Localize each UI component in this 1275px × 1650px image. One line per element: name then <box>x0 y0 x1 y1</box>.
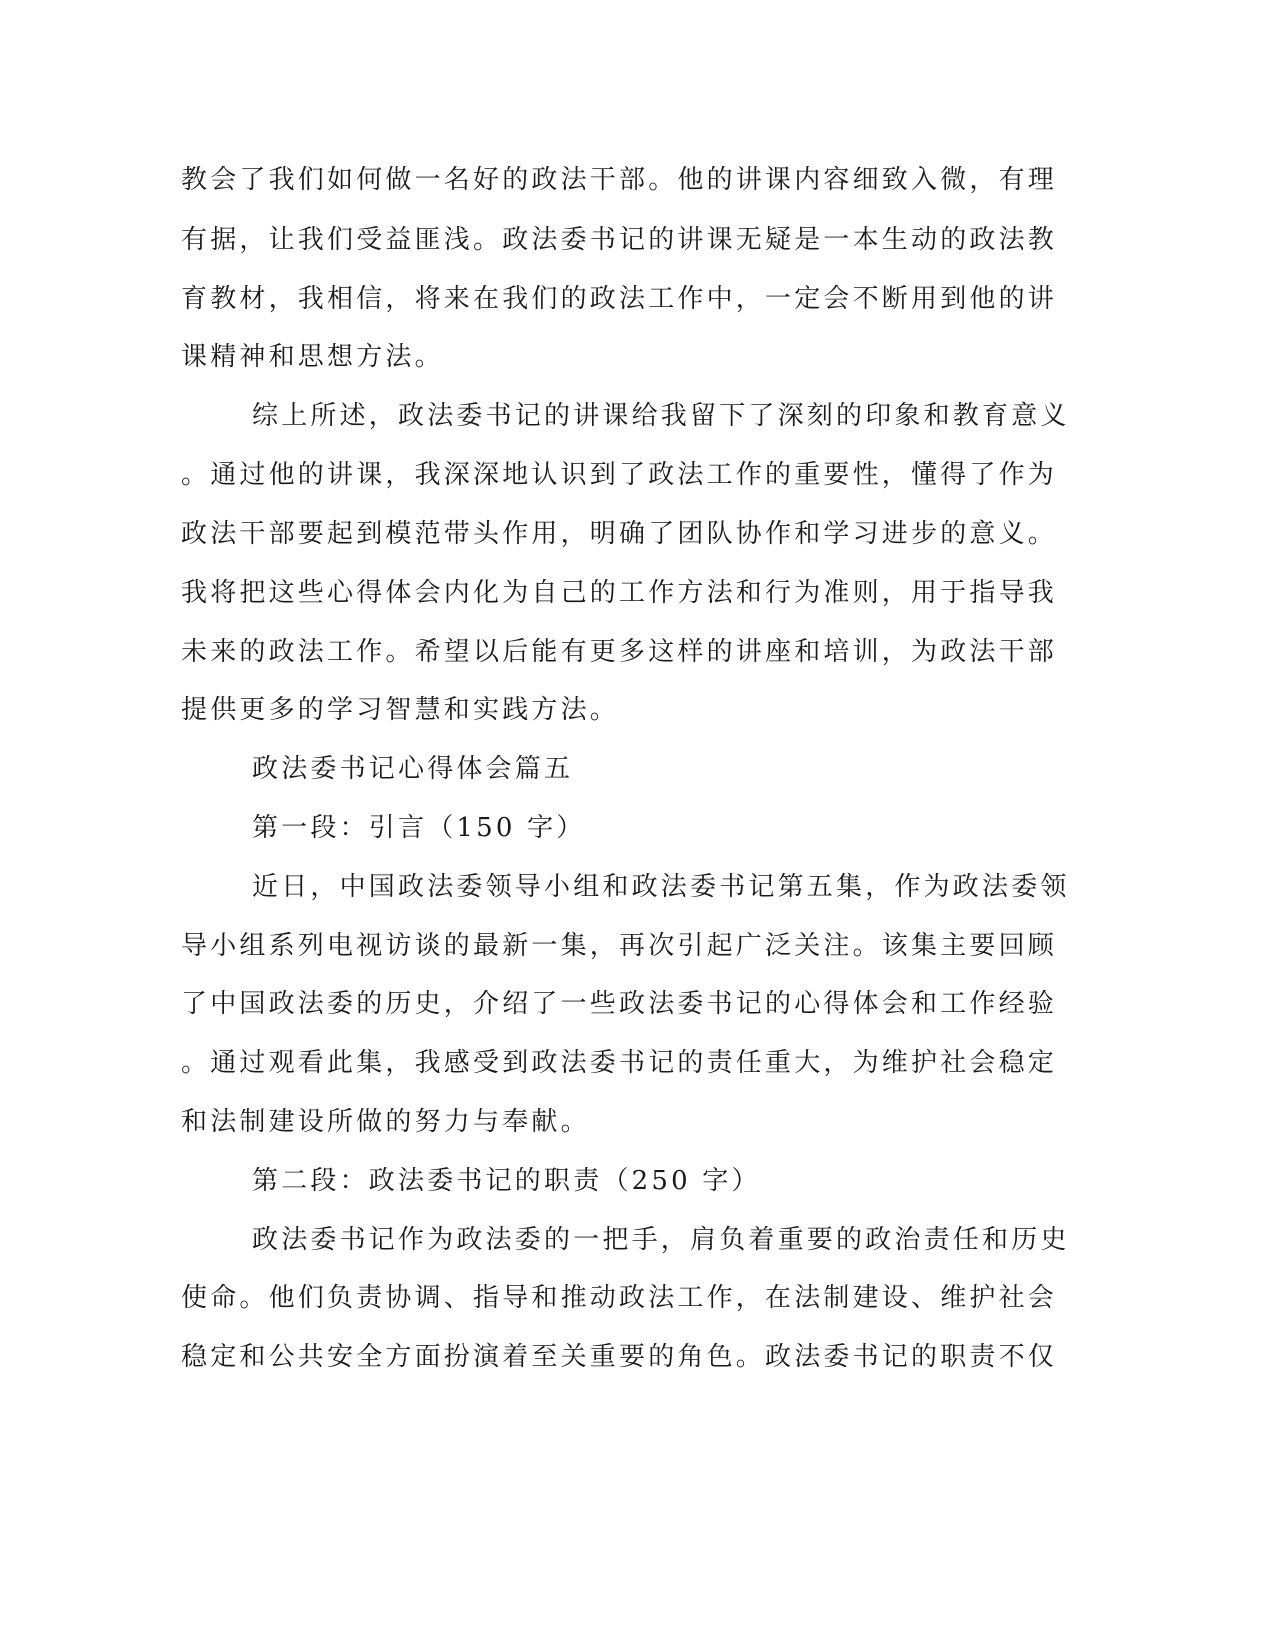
paragraph-2-line-4: 我将把这些心得体会内化为自己的工作方法和行为准则，用于指导我 <box>181 578 1058 608</box>
paragraph-4-line-3: 稳定和公共安全方面扮演着至关重要的角色。政法委书记的职责不仅 <box>181 1342 1058 1372</box>
paragraph-4-line-2: 使命。他们负责协调、指导和推动政法工作，在法制建设、维护社会 <box>181 1283 1058 1313</box>
paragraph-3-line-1: 近日，中国政法委领导小组和政法委书记第五集，作为政法委领 <box>252 872 1070 902</box>
paragraph-2-line-2: 。通过他的讲课，我深深地认识到了政法工作的重要性，懂得了作为 <box>181 460 1058 490</box>
heading-duties: 第二段：政法委书记的职责（250 字） <box>252 1166 761 1196</box>
paragraph-2-line-5: 未来的政法工作。希望以后能有更多这样的讲座和培训，为政法干部 <box>181 637 1058 667</box>
heading-intro: 第一段：引言（150 字） <box>252 813 586 843</box>
paragraph-3-line-3: 了中国政法委的历史，介绍了一些政法委书记的心得体会和工作经验 <box>181 989 1058 1019</box>
paragraph-2-line-6: 提供更多的学习智慧和实践方法。 <box>181 695 620 725</box>
paragraph-2-line-1: 综上所述，政法委书记的讲课给我留下了深刻的印象和教育意义 <box>252 401 1070 431</box>
paragraph-1-line-4: 课精神和思想方法。 <box>181 342 444 372</box>
paragraph-3-line-5: 和法制建设所做的努力与奉献。 <box>181 1107 590 1137</box>
paragraph-1-line-3: 育教材，我相信，将来在我们的政法工作中，一定会不断用到他的讲 <box>181 284 1058 314</box>
paragraph-1-line-2: 有据，让我们受益匪浅。政法委书记的讲课无疑是一本生动的政法教 <box>181 225 1058 255</box>
paragraph-4-line-1: 政法委书记作为政法委的一把手，肩负着重要的政治责任和历史 <box>252 1225 1070 1255</box>
paragraph-3-line-2: 导小组系列电视访谈的最新一集，再次引起广泛关注。该集主要回顾 <box>181 931 1058 961</box>
section-title: 政法委书记心得体会篇五 <box>252 754 574 784</box>
paragraph-3-line-4: 。通过观看此集，我感受到政法委书记的责任重大，为维护社会稳定 <box>181 1048 1058 1078</box>
paragraph-2-line-3: 政法干部要起到模范带头作用，明确了团队协作和学习进步的意义。 <box>181 519 1058 549</box>
paragraph-1-line-1: 教会了我们如何做一名好的政法干部。他的讲课内容细致入微，有理 <box>181 165 1058 195</box>
